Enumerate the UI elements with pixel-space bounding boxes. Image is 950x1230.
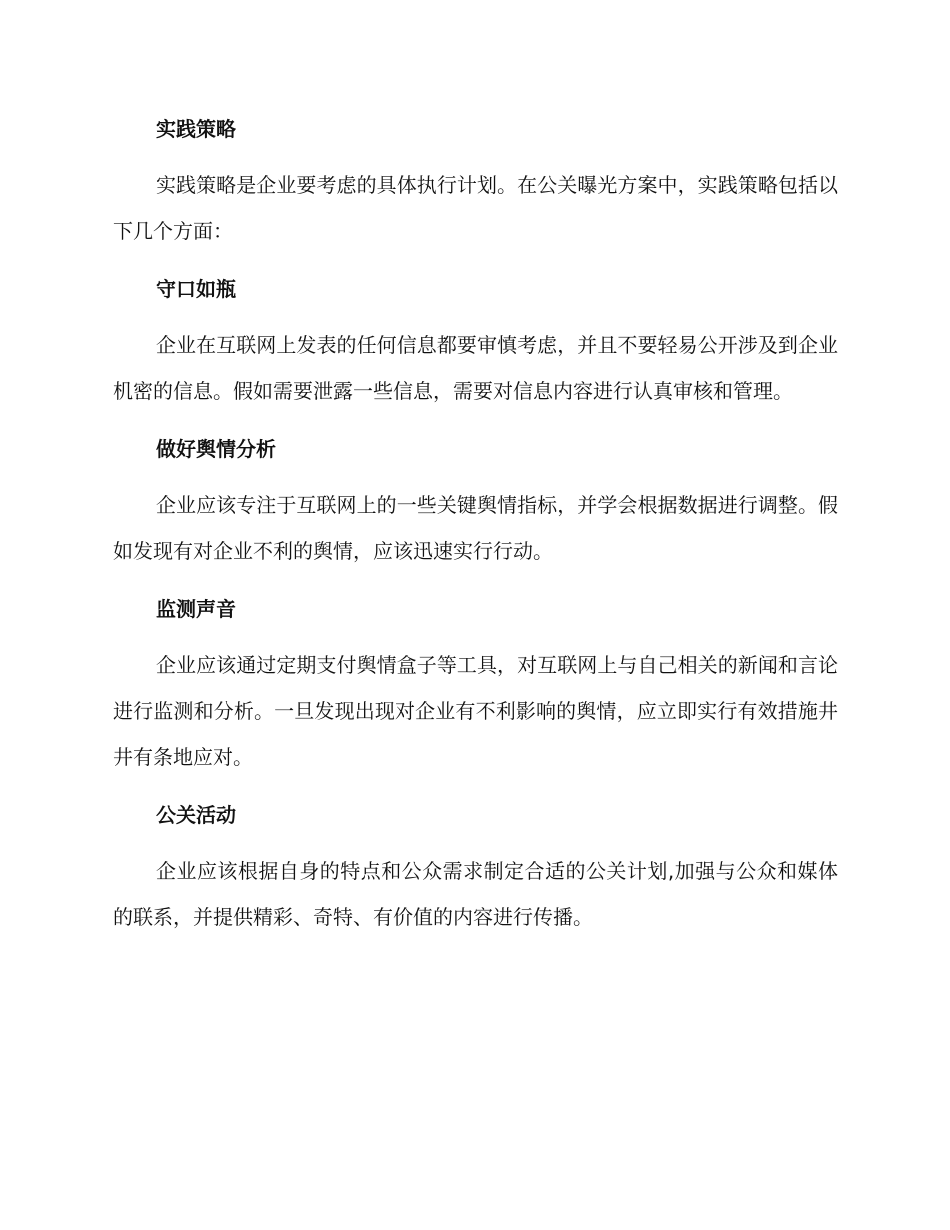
section-heading-monitoring: 监测声音 <box>156 597 236 621</box>
section-paragraph-monitoring: 企业应该通过定期支付舆情盒子等工具，对互联网上与自己相关的新闻和言论进行监测和分析。一旦发现出现对企业有不利影响的舆情，应立即实行有效措施井井有条地应对。 <box>113 653 838 769</box>
section-heading-practice-strategy: 实践策略 <box>156 117 236 141</box>
section-heading-sentiment-analysis: 做好舆情分析 <box>156 437 276 461</box>
section-paragraph-sentiment-analysis: 企业应该专注于互联网上的一些关键舆情指标，并学会根据数据进行调整。假如发现有对企业不利的舆情，应该迅速实行行动。 <box>113 493 838 563</box>
section-paragraph-pr-activities: 企业应该根据自身的特点和公众需求制定合适的公关计划,加强与公众和媒体的联系，并提供精彩、奇特、有价值的内容进行传播。 <box>113 859 838 929</box>
document-body <box>113 110 838 940</box>
section-heading-pr-activities: 公关活动 <box>156 803 236 827</box>
section-paragraph-confidentiality: 企业在互联网上发表的任何信息都要审慎考虑，并且不要轻易公开涉及到企业机密的信息。假如需要泄露一些信息，需要对信息内容进行认真审核和管理。 <box>113 333 838 403</box>
section-heading-confidentiality: 守口如瓶 <box>156 277 236 301</box>
section-paragraph-practice-strategy: 实践策略是企业要考虑的具体执行计划。在公关曝光方案中，实践策略包括以下几个方面： <box>113 173 838 243</box>
